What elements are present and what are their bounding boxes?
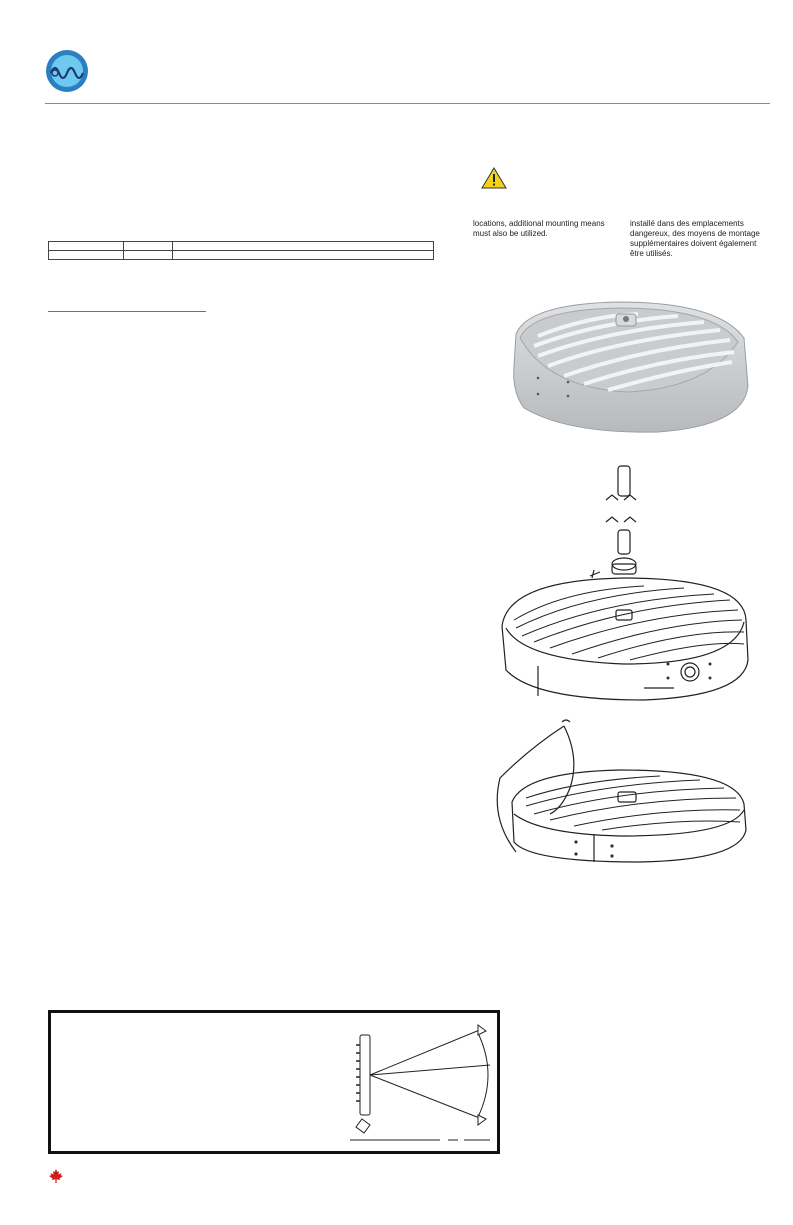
table-row (49, 242, 434, 251)
table-cell (173, 251, 434, 260)
pendant-mount-assembly (494, 460, 750, 705)
warning-text-en: locations, additional mounting means must also be utilized. (473, 219, 605, 238)
table-cell (173, 242, 434, 251)
spec-table (48, 241, 434, 260)
fixture-top-view (508, 296, 752, 436)
aiming-angle-diagram (340, 1015, 500, 1145)
table-row (49, 251, 434, 260)
header-divider (45, 103, 770, 104)
safety-cable-install (490, 718, 752, 863)
link-underline[interactable] (48, 311, 206, 312)
table-cell (124, 251, 173, 260)
maple-leaf-icon (48, 1168, 64, 1184)
warning-text-fr: installé dans des emplacements dangereux, des moyens de montage supplémentaires doivent également être utilisés. (630, 219, 760, 258)
table-cell (49, 242, 124, 251)
warning-triangle-icon (481, 167, 507, 189)
wave-logo-icon (45, 49, 89, 93)
table-cell (49, 251, 124, 260)
table-cell (124, 242, 173, 251)
